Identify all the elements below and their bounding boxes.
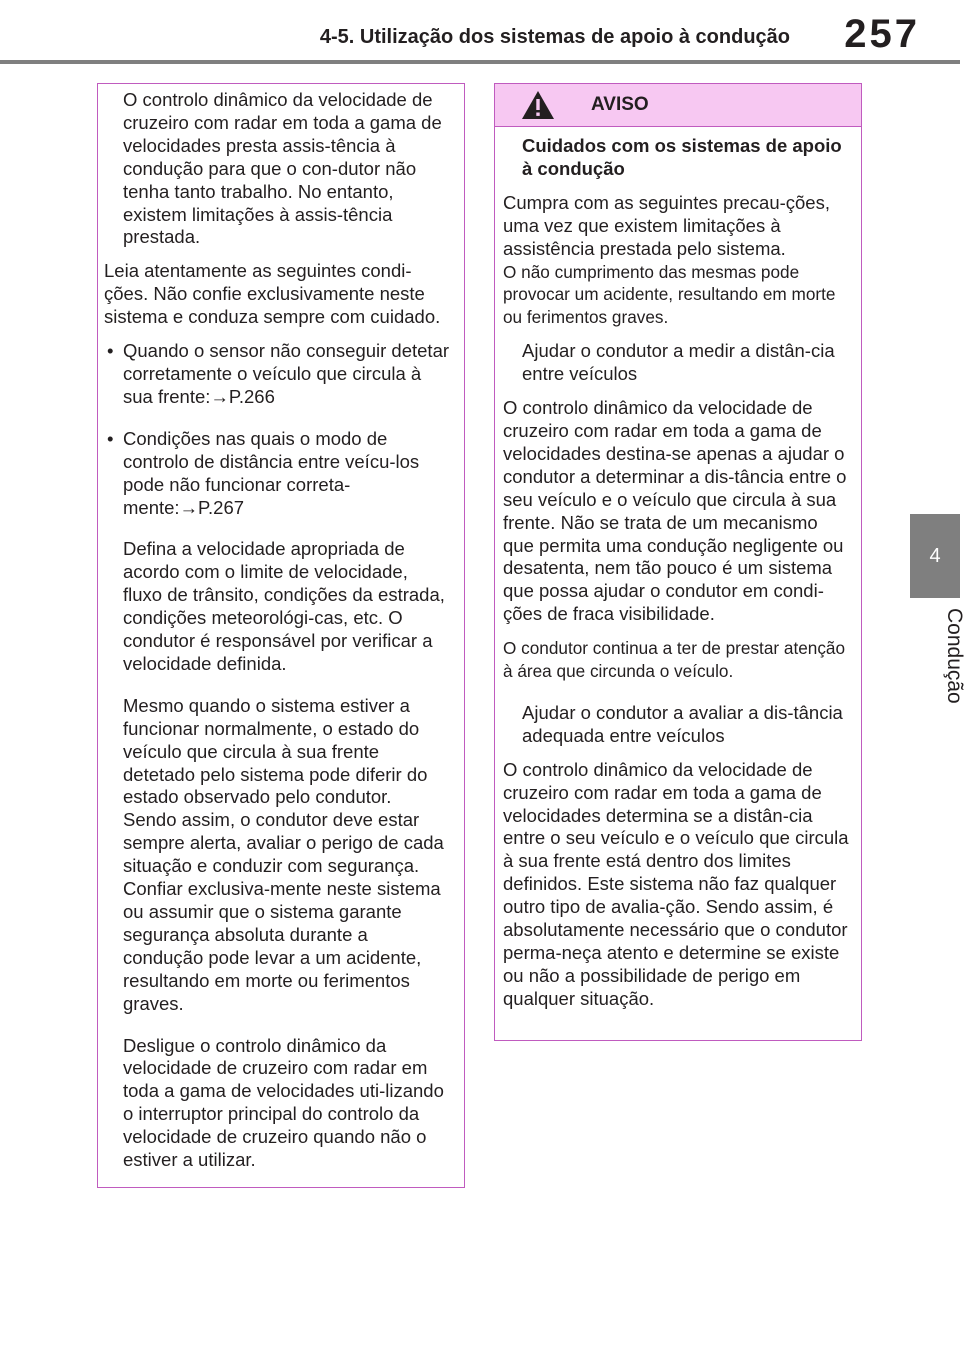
intro-paragraph: O controlo dinâmico da velocidade de cruzeiro com radar em toda a gama de velocidades presta assis-tência à condução para que o con-dutor não tenha tanto trabalho. No entanto, existem limitações à assis-tência prestada.	[123, 89, 442, 248]
read-carefully-paragraph: Leia atentamente as seguintes condi-ções. Não confie exclusivamente neste sistema e conduza sempre com cuidado.	[104, 260, 441, 328]
subheading-distance: Ajudar o condutor a medir a distân-cia entre veículos	[522, 340, 835, 385]
chapter-label: Condução	[943, 608, 966, 704]
section-title: 4-5. Utilização dos sistemas de apoio à condução	[319, 26, 790, 48]
warning-triangle-icon	[521, 90, 555, 120]
distance-paragraph: O controlo dinâmico da velocidade de cruzeiro com radar em toda a gama de velocidades destina-se apenas a ajudar o condutor a determinar a dis-tância entre o seu veículo e o veículo que circula à sua frente. Não se trata de um mecanismo que permita uma condução negligente ou desatenta, nem tão pouco é um sistema que possa ajudar o condutor em condi-ções de fraca visibilidade.	[503, 397, 847, 625]
warning-body	[495, 127, 861, 1011]
attention-note: O condutor continua a ter de prestar atenção à área que circunda o veículo.	[503, 638, 846, 682]
list-item	[104, 340, 450, 409]
warning-header	[495, 84, 861, 127]
bullet-text: Condições nas quais o modo de controlo de distância entre veícu-los pode não funcionar correta-mente:→P.267	[123, 427, 420, 518]
page-number: 257	[844, 12, 920, 56]
adequate-distance-paragraph: O controlo dinâmico da velocidade de cruzeiro com radar em toda a gama de velocidades determina se a distân-cia entre o seu veículo e o veículo que circula à sua frente está dentro dos limites definidos. Este sistema não faz qualquer outro tipo de avalia-ção. Sendo assim, é absolutamente necessário que o condutor perma-neça atento e determine se existe ou não a possibilidade de perigo em qualquer situação.	[503, 758, 849, 1009]
warning-consequence: O não cumprimento das mesmas pode provocar um acidente, resultando em morte ou ferimentos graves.	[503, 261, 836, 328]
warning-box	[494, 83, 862, 1041]
bullet-symbol: •	[107, 340, 114, 362]
chapter-tab	[910, 514, 960, 598]
chapter-number: 4	[929, 544, 941, 567]
warning-title: AVISO	[591, 93, 649, 115]
switch-off-paragraph: Desligue o controlo dinâmico da velocidade de cruzeiro com radar em toda a gama de velocidades uti-lizando o interruptor principal do controlo da velocidade de cruzeiro quando não o estiver a utilizar.	[123, 1034, 444, 1171]
normal-operation-paragraph: Mesmo quando o sistema estiver a funcionar normalmente, o estado do veículo que circula à sua frente detetado pelo sistema pode diferir do estado observado pelo condutor. Sendo assim, o condutor deve estar sempre alerta, avaliar o perigo de cada situação e conduzir com segurança. Confiar exclusiva-mente neste sistema ou assumir que o sistema garante segurança absoluta durante a condução pode levar a um acidente, resultando em morte ou ferimentos graves.	[123, 694, 444, 1014]
warning-heading: Cuidados com os sistemas de apoio à condução	[522, 135, 842, 179]
speed-paragraph: Defina a velocidade apropriada de acordo com o limite de velocidade, fluxo de trânsito, condições da estrada, condições meteorológi-cas, etc. O condutor é responsável por verificar a velocidade definida.	[123, 538, 445, 674]
bullet-text: Quando o sensor não conseguir detetar corretamente o veículo que circula à sua frente:→P.266	[123, 340, 450, 407]
list-item	[104, 428, 450, 520]
subheading-adequate-distance: Ajudar o condutor a avaliar a dis-tância adequada entre veículos	[522, 701, 843, 746]
warning-intro: Cumpra com as seguintes precau-ções, uma vez que existem limitações à assistência prestada pelo sistema.	[503, 191, 830, 259]
bullet-symbol: •	[107, 427, 114, 449]
header-divider	[0, 60, 960, 64]
left-info-box	[97, 83, 465, 1188]
